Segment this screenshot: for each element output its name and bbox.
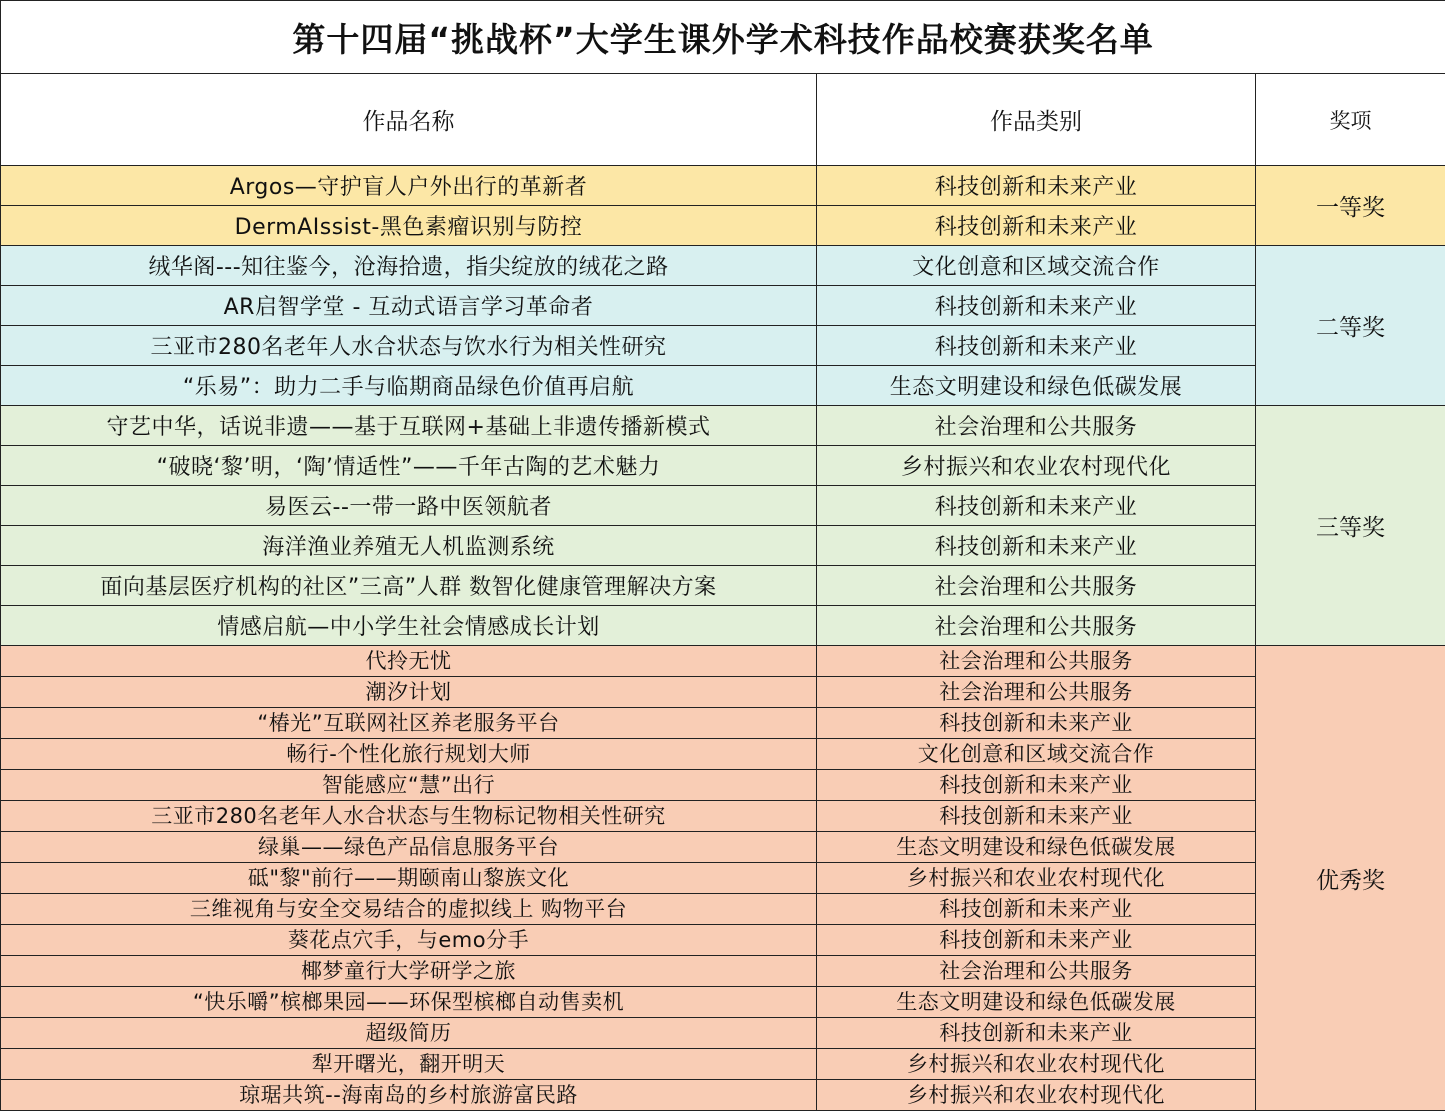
work-name-cell: 智能感应“慧”出行 — [1, 770, 817, 801]
work-name-cell: 情感启航—中小学生社会情感成长计划 — [1, 606, 817, 646]
work-category-cell: 科技创新和未来产业 — [817, 326, 1256, 366]
award-level-cell: 三等奖 — [1256, 406, 1445, 646]
work-name-cell: “椿光”互联网社区养老服务平台 — [1, 708, 817, 739]
work-category-cell: 科技创新和未来产业 — [817, 925, 1256, 956]
table-row — [1, 739, 1445, 770]
table-row — [1, 246, 1445, 286]
table-row — [1, 526, 1445, 566]
work-name-cell: 潮汐计划 — [1, 677, 817, 708]
work-name-cell: 葵花点穴手，与emo分手 — [1, 925, 817, 956]
work-name-cell: “乐易”：助力二手与临期商品绿色价值再启航 — [1, 366, 817, 406]
award-level-cell: 二等奖 — [1256, 246, 1445, 406]
table-row — [1, 1049, 1445, 1080]
work-name-cell: 三亚市280名老年人水合状态与生物标记物相关性研究 — [1, 801, 817, 832]
work-name-cell: 绿巢——绿色产品信息服务平台 — [1, 832, 817, 863]
table-row — [1, 486, 1445, 526]
table-row — [1, 446, 1445, 486]
award-level-cell: 优秀奖 — [1256, 646, 1445, 1111]
table-row — [1, 863, 1445, 894]
work-name-cell: 三亚市280名老年人水合状态与饮水行为相关性研究 — [1, 326, 817, 366]
table-row — [1, 326, 1445, 366]
work-category-cell: 文化创意和区域交流合作 — [817, 739, 1256, 770]
table-row — [1, 606, 1445, 646]
work-category-cell: 科技创新和未来产业 — [817, 801, 1256, 832]
table-row — [1, 677, 1445, 708]
work-category-cell: 科技创新和未来产业 — [817, 486, 1256, 526]
work-name-cell: Argos—守护盲人户外出行的革新者 — [1, 166, 817, 206]
work-category-cell: 科技创新和未来产业 — [817, 1018, 1256, 1049]
header-row — [1, 74, 1445, 166]
work-category-cell: 乡村振兴和农业农村现代化 — [817, 446, 1256, 486]
table-row — [1, 832, 1445, 863]
work-name-cell: DermAIssist-黑色素瘤识别与防控 — [1, 206, 817, 246]
work-category-cell: 社会治理和公共服务 — [817, 956, 1256, 987]
work-category-cell: 乡村振兴和农业农村现代化 — [817, 1049, 1256, 1080]
work-category-cell: 科技创新和未来产业 — [817, 526, 1256, 566]
page-title: 第十四届“挑战杯”大学生课外学术科技作品校赛获奖名单 — [1, 1, 1445, 74]
table-row — [1, 566, 1445, 606]
table-row — [1, 925, 1445, 956]
work-name-cell: 海洋渔业养殖无人机监测系统 — [1, 526, 817, 566]
work-category-cell: 社会治理和公共服务 — [817, 566, 1256, 606]
work-name-cell: 琼琚共筑--海南岛的乡村旅游富民路 — [1, 1080, 817, 1111]
work-category-cell: 科技创新和未来产业 — [817, 166, 1256, 206]
work-category-cell: 社会治理和公共服务 — [817, 606, 1256, 646]
table-row — [1, 894, 1445, 925]
work-category-cell: 社会治理和公共服务 — [817, 646, 1256, 677]
work-name-cell: 面向基层医疗机构的社区”三高”人群 数智化健康管理解决方案 — [1, 566, 817, 606]
table-row — [1, 1018, 1445, 1049]
work-category-cell: 科技创新和未来产业 — [817, 894, 1256, 925]
work-name-cell: 易医云--一带一路中医领航者 — [1, 486, 817, 526]
table-row — [1, 646, 1445, 677]
work-category-cell: 社会治理和公共服务 — [817, 406, 1256, 446]
work-name-cell: 椰梦童行大学研学之旅 — [1, 956, 817, 987]
table-row — [1, 206, 1445, 246]
table-row — [1, 286, 1445, 326]
work-name-cell: 守艺中华，话说非遗——基于互联网+基础上非遗传播新模式 — [1, 406, 817, 446]
work-name-cell: 畅行-个性化旅行规划大师 — [1, 739, 817, 770]
work-category-cell: 社会治理和公共服务 — [817, 677, 1256, 708]
work-category-cell: 文化创意和区域交流合作 — [817, 246, 1256, 286]
work-name-cell: 代拎无忧 — [1, 646, 817, 677]
work-category-cell: 科技创新和未来产业 — [817, 770, 1256, 801]
column-header-category: 作品类别 — [817, 74, 1256, 166]
table-row — [1, 366, 1445, 406]
work-name-cell: 犁开曙光，翻开明天 — [1, 1049, 817, 1080]
work-category-cell: 生态文明建设和绿色低碳发展 — [817, 987, 1256, 1018]
table-row — [1, 1080, 1445, 1111]
work-name-cell: AR启智学堂 - 互动式语言学习革命者 — [1, 286, 817, 326]
work-category-cell: 科技创新和未来产业 — [817, 708, 1256, 739]
work-category-cell: 乡村振兴和农业农村现代化 — [817, 1080, 1256, 1111]
work-category-cell: 科技创新和未来产业 — [817, 206, 1256, 246]
award-level-cell: 一等奖 — [1256, 166, 1445, 246]
table-row — [1, 406, 1445, 446]
table-row — [1, 987, 1445, 1018]
work-category-cell: 生态文明建设和绿色低碳发展 — [817, 366, 1256, 406]
table-row — [1, 956, 1445, 987]
work-name-cell: “快乐嚼”槟榔果园——环保型槟榔自动售卖机 — [1, 987, 817, 1018]
table-row — [1, 801, 1445, 832]
work-category-cell: 乡村振兴和农业农村现代化 — [817, 863, 1256, 894]
work-name-cell: “破晓‘黎’明，‘陶’情适性”——千年古陶的艺术魅力 — [1, 446, 817, 486]
title-row — [1, 1, 1445, 74]
work-category-cell: 科技创新和未来产业 — [817, 286, 1256, 326]
table-row — [1, 708, 1445, 739]
table-row — [1, 166, 1445, 206]
work-name-cell: 三维视角与安全交易结合的虚拟线上 购物平台 — [1, 894, 817, 925]
table-row — [1, 770, 1445, 801]
work-name-cell: 绒华阁---知往鉴今，沧海拾遗，指尖绽放的绒花之路 — [1, 246, 817, 286]
column-header-award: 奖项 — [1256, 74, 1445, 166]
column-header-name: 作品名称 — [1, 74, 817, 166]
work-name-cell: 超级简历 — [1, 1018, 817, 1049]
work-name-cell: 砥"黎"前行——期颐南山黎族文化 — [1, 863, 817, 894]
work-category-cell: 生态文明建设和绿色低碳发展 — [817, 832, 1256, 863]
